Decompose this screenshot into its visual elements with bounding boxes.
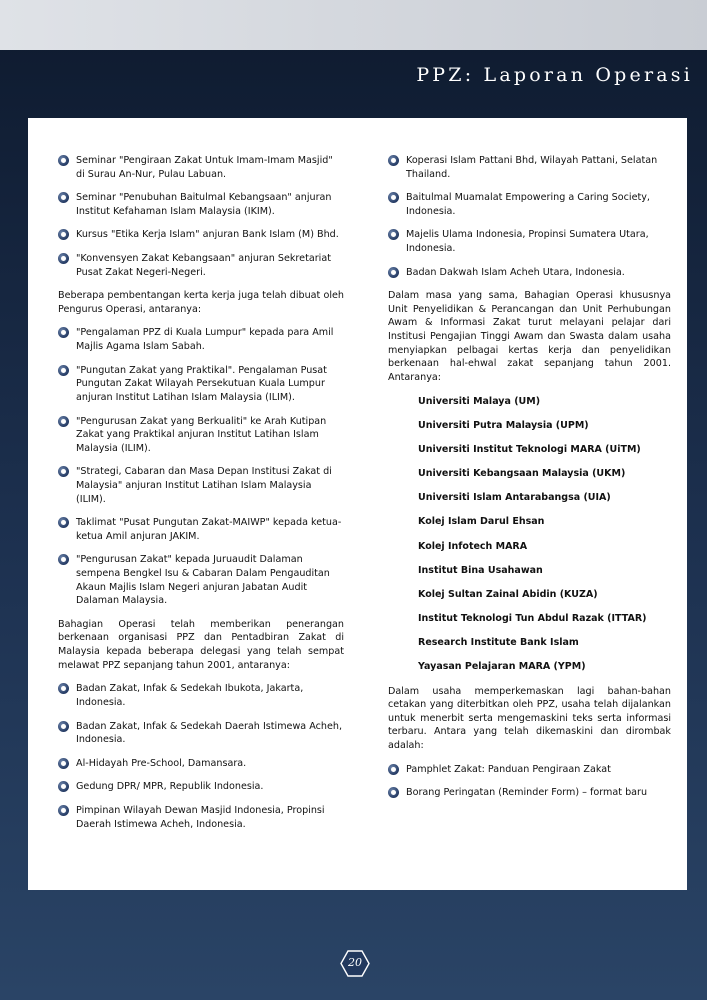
list-item: Borang Peringatan (Reminder Form) – format baru: [388, 786, 671, 800]
list-item: Al-Hidayah Pre-School, Damansara.: [58, 757, 344, 771]
bullet-icon: [58, 721, 69, 732]
bullet-icon: [58, 416, 69, 427]
page-header: [0, 50, 707, 105]
university-item: Universiti Islam Antarabangsa (UIA): [418, 492, 611, 504]
list-item: Gedung DPR/ MPR, Republik Indonesia.: [58, 780, 344, 794]
bullet-icon: [58, 805, 69, 816]
list-item: Pimpinan Wilayah Dewan Masjid Indonesia, Propinsi Daerah Istimewa Acheh, Indonesia.: [58, 804, 344, 831]
university-item: Universiti Kebangsaan Malaysia (UKM): [418, 468, 626, 480]
page-number: 20: [348, 956, 362, 969]
university-item: Universiti Putra Malaysia (UPM): [418, 419, 589, 431]
list-item: "Pengalaman PPZ di Kuala Lumpur" kepada para Amil Majlis Agama Islam Sabah.: [58, 326, 344, 353]
left-column: [58, 154, 344, 841]
bullet-icon: [58, 466, 69, 477]
bullet-icon: [58, 683, 69, 694]
university-item: Kolej Sultan Zainal Abidin (KUZA): [418, 588, 598, 600]
bullet-icon: [58, 192, 69, 203]
university-item: Yayasan Pelajaran MARA (YPM): [418, 661, 586, 673]
list-item: Taklimat "Pusat Pungutan Zakat-MAIWP" kepada ketua-ketua Amil anjuran JAKIM.: [58, 516, 344, 543]
bullet-icon: [388, 267, 399, 278]
bullet-icon: [388, 787, 399, 798]
bullet-icon: [388, 764, 399, 775]
university-item: Kolej Infotech MARA: [418, 540, 528, 552]
content-panel: [28, 118, 687, 890]
bullet-icon: [58, 554, 69, 565]
list-item: "Pengurusan Zakat yang Berkualiti" ke Arah Kutipan Zakat yang Praktikal anjuran Institut Latihan Islam Malaysia (ILIM).: [58, 415, 344, 456]
university-item: Kolej Islam Darul Ehsan: [418, 516, 545, 528]
bullet-icon: [58, 365, 69, 376]
list-item: Badan Zakat, Infak & Sedekah Daerah Istimewa Acheh, Indonesia.: [58, 720, 344, 747]
university-item: Universiti Malaya (UM): [418, 395, 541, 407]
list-item: Baitulmal Muamalat Empowering a Caring Society, Indonesia.: [388, 191, 671, 218]
list-item: Seminar "Pengiraan Zakat Untuk Imam-Imam Masjid" di Surau An-Nur, Pulau Labuan.: [58, 154, 344, 181]
list-item: Badan Zakat, Infak & Sedekah Ibukota, Jakarta, Indonesia.: [58, 682, 344, 709]
page-title: PPZ: Laporan Operasi: [416, 64, 693, 86]
university-item: Universiti Institut Teknologi MARA (UiTM): [418, 443, 641, 455]
top-strip: [0, 0, 707, 50]
university-item: Institut Bina Usahawan: [418, 564, 543, 576]
paragraph: Dalam masa yang sama, Bahagian Operasi khususnya Unit Penyelidikan & Perancangan dan Unit Perhubungan Awam & Informasi Zakat turut melayani pelajar dari Institusi Pengajian Tinggi Awam dan Swasta dalam usaha menyiapkan pelbagai kertas kerja dan penyelidikan berkenaan hal-ehwal zakat sepanjang tahun 2001. Antaranya:: [388, 290, 671, 383]
paragraph: Beberapa pembentangan kerta kerja juga telah dibuat oleh Pengurus Operasi, antaranya:: [58, 290, 344, 315]
bullet-icon: [58, 327, 69, 338]
bullet-icon: [388, 155, 399, 166]
list-item: Seminar "Penubuhan Baitulmal Kebangsaan" anjuran Institut Kefahaman Islam Malaysia (IKIM).: [58, 191, 344, 218]
list-item: "Pengurusan Zakat" kepada Juruaudit Dalaman sempena Bengkel Isu & Cabaran Dalam Pengauditan Akaun Majlis Islam Negeri anjuran Jabatan Audit Dalaman Malaysia.: [58, 553, 344, 607]
bullet-icon: [58, 155, 69, 166]
bullet-icon: [58, 758, 69, 769]
list-item: Kursus "Etika Kerja Islam" anjuran Bank Islam (M) Bhd.: [58, 228, 344, 242]
list-item: Majelis Ulama Indonesia, Propinsi Sumatera Utara, Indonesia.: [388, 228, 671, 255]
bullet-icon: [58, 253, 69, 264]
right-column: [388, 154, 671, 810]
list-item: Badan Dakwah Islam Acheh Utara, Indonesia.: [388, 266, 671, 280]
bullet-icon: [58, 229, 69, 240]
list-item: Koperasi Islam Pattani Bhd, Wilayah Pattani, Selatan Thailand.: [388, 154, 671, 181]
page-number-badge: [340, 950, 370, 977]
bullet-icon: [58, 517, 69, 528]
list-item: "Strategi, Cabaran dan Masa Depan Institusi Zakat di Malaysia" anjuran Institut Latihan Islam Malaysia (ILIM).: [58, 465, 344, 506]
university-item: Institut Teknologi Tun Abdul Razak (ITTAR): [418, 613, 647, 625]
list-item: "Pungutan Zakat yang Praktikal". Pengalaman Pusat Pungutan Zakat Wilayah Persekutuan Kuala Lumpur anjuran Institut Latihan Islam Malaysia (ILIM).: [58, 364, 344, 405]
paragraph: Dalam usaha memperkemaskan lagi bahan-bahan cetakan yang diterbitkan oleh PPZ, usaha telah dijalankan untuk menerbit serta mengemaskini teks serta informasi terbaru. Antara yang telah dikemaskini dan dirombak adalah:: [388, 685, 671, 752]
list-item: Pamphlet Zakat: Panduan Pengiraan Zakat: [388, 763, 671, 777]
bullet-icon: [58, 781, 69, 792]
bullet-icon: [388, 229, 399, 240]
university-item: Research Institute Bank Islam: [418, 637, 579, 649]
paragraph: Bahagian Operasi telah memberikan penerangan berkenaan organisasi PPZ dan Pentadbiran Zakat di Malaysia kepada beberapa delegasi yang telah sempat melawat PPZ sepanjang tahun 2001, antaranya:: [58, 618, 344, 671]
list-item: "Konvensyen Zakat Kebangsaan" anjuran Sekretariat Pusat Zakat Negeri-Negeri.: [58, 252, 344, 279]
bullet-icon: [388, 192, 399, 203]
